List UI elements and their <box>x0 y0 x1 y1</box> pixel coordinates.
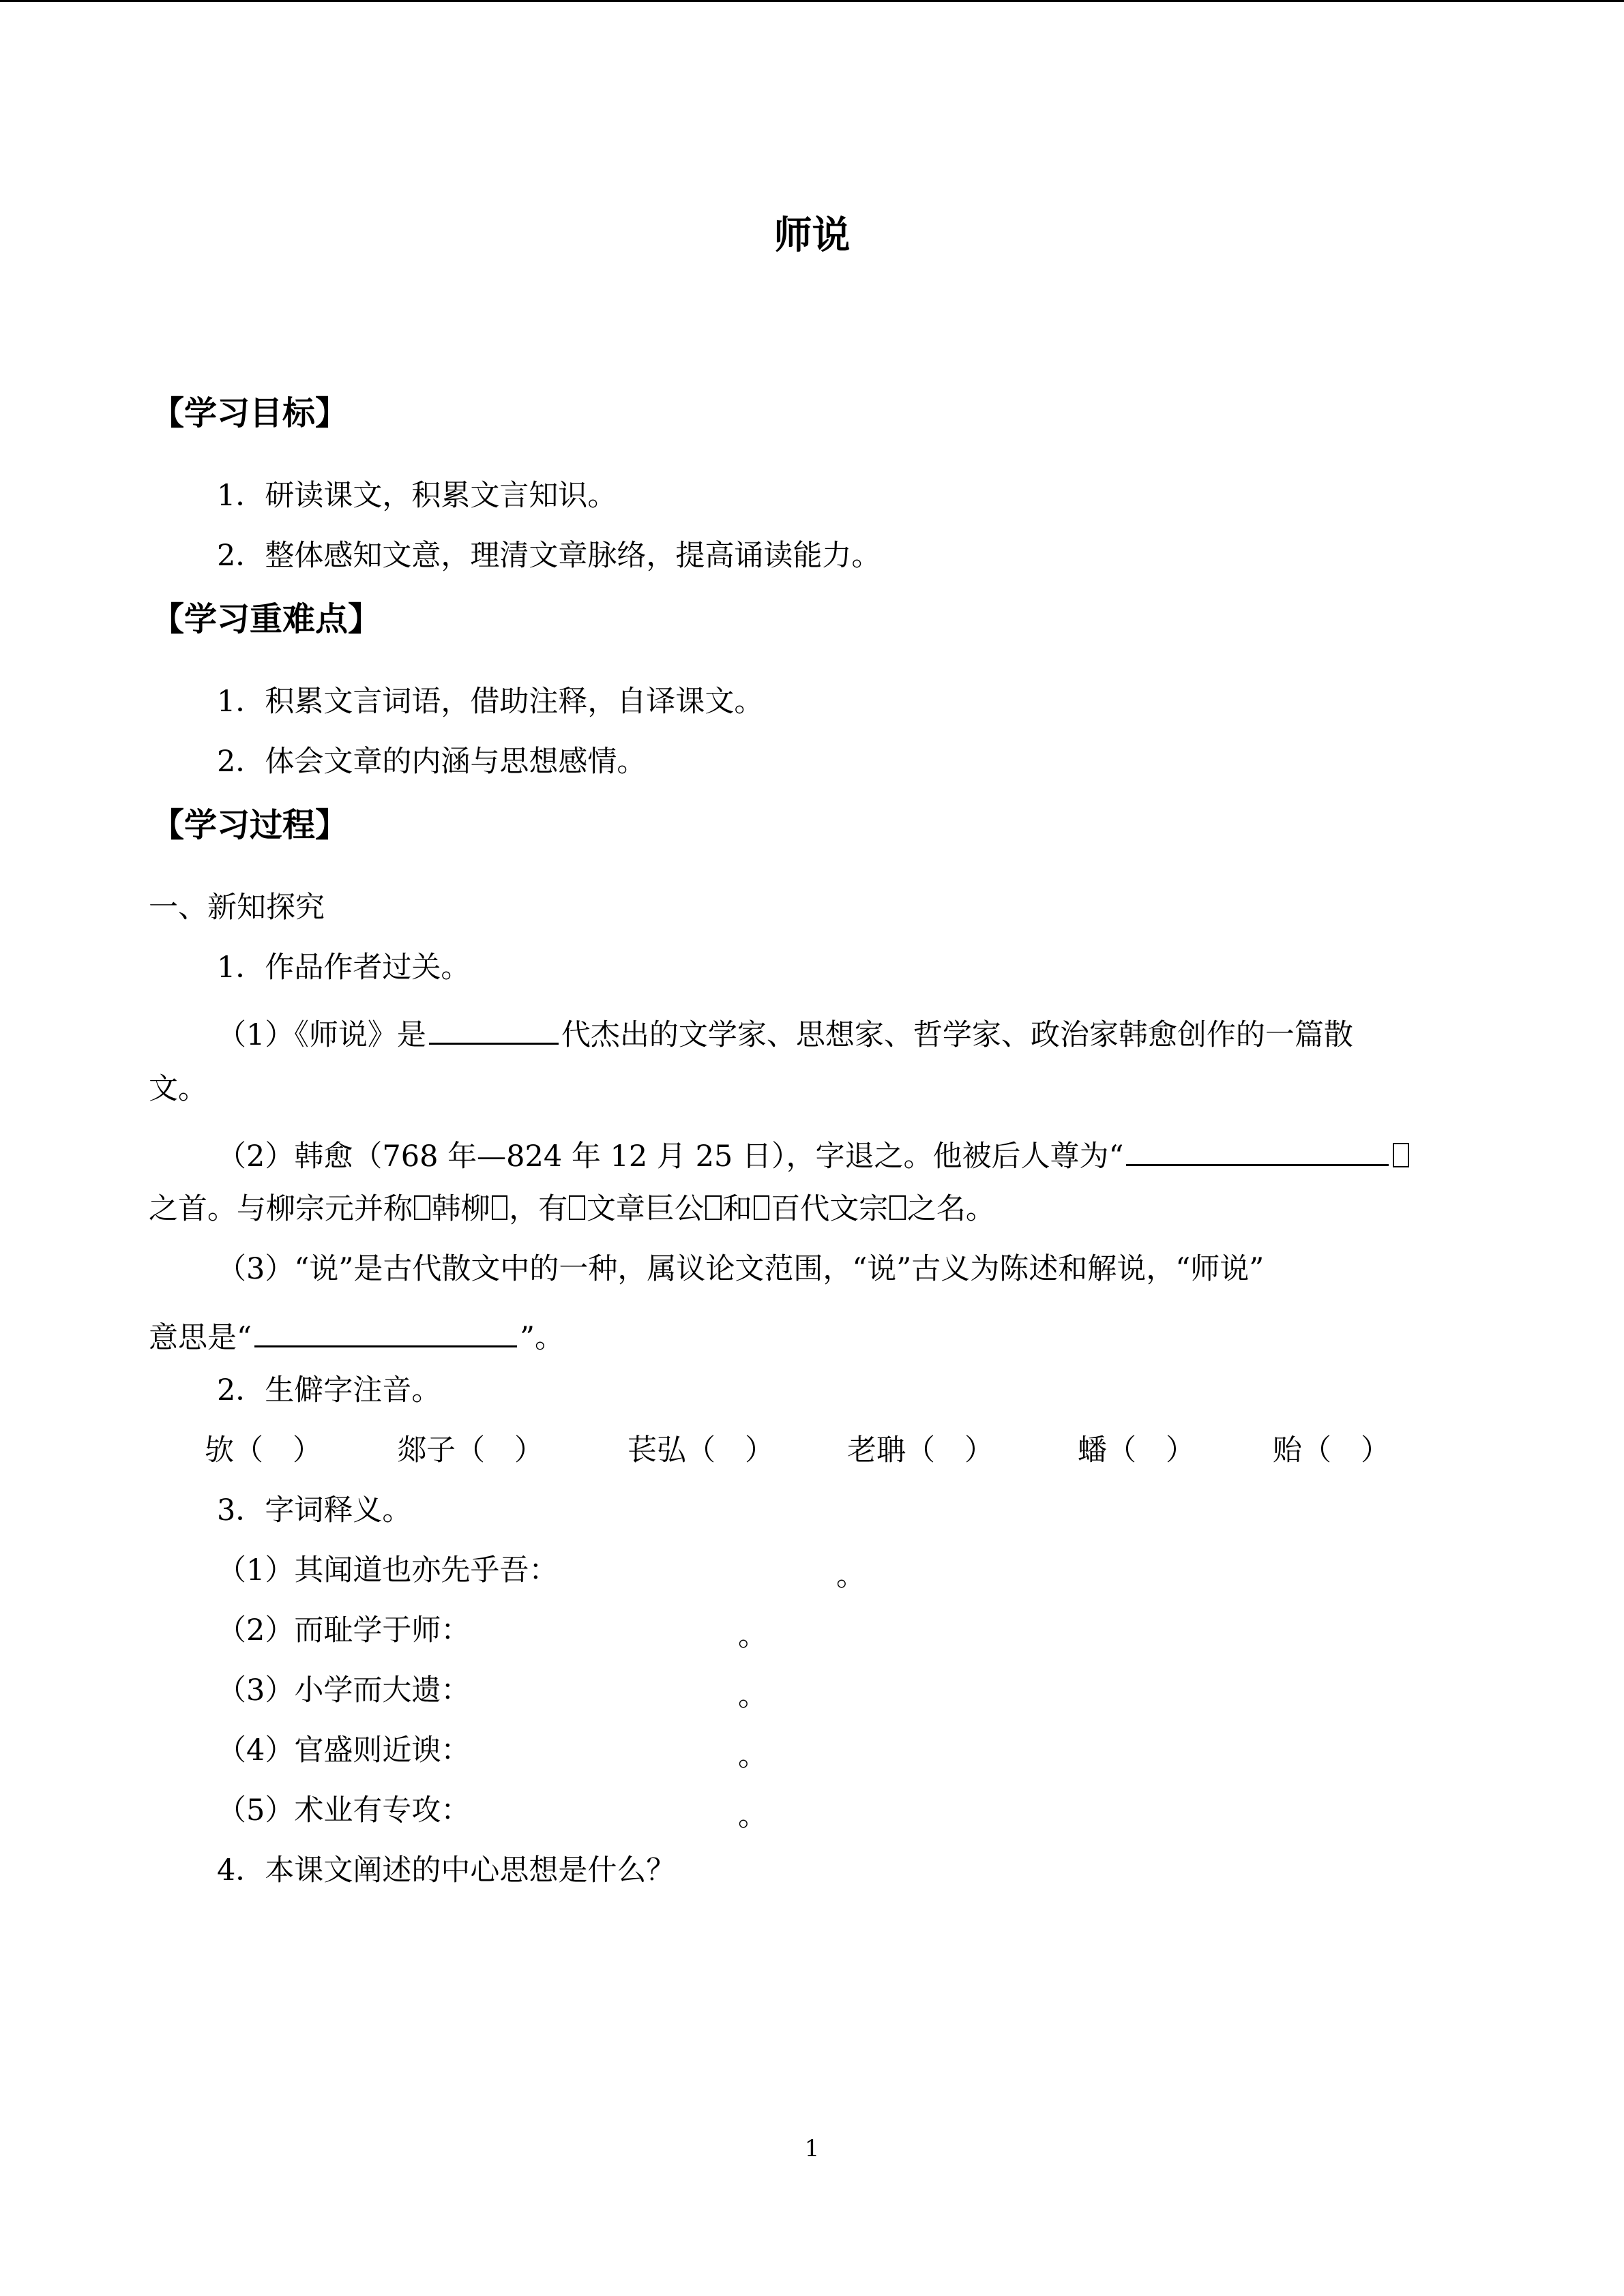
definition-item-5: （5）术业有专攻： <box>217 1793 471 1828</box>
question-4-label: 4．本课文阐述的中心思想是什么？ <box>217 1853 676 1888</box>
question-2-label: 2．生僻字注音。 <box>217 1373 441 1407</box>
definition-item-5-end[interactable]: 。 <box>738 1799 767 1833</box>
heading-learning-process: 【学习过程】 <box>151 806 349 844</box>
missing-glyph-icon <box>1393 1143 1409 1168</box>
definition-item-3: （3）小学而大遗： <box>217 1673 471 1708</box>
definition-item-4: （4）官盛则近谀： <box>217 1733 471 1768</box>
question-1-1-continuation: 文。 <box>149 1072 207 1106</box>
part-one-heading: 一、新知探究 <box>149 891 325 925</box>
pinyin-item-2[interactable]: 郯子（ ） <box>397 1433 544 1467</box>
heading-key-points: 【学习重难点】 <box>151 600 381 638</box>
heading-learning-goals: 【学习目标】 <box>151 394 349 432</box>
definition-item-2-end[interactable]: 。 <box>738 1619 767 1653</box>
q1-1-text-after: 代杰出的文学家、思想家、哲学家、政治家韩愈创作的一篇散 <box>561 1018 1353 1052</box>
question-1-3-continuation <box>149 1316 564 1353</box>
key-point-item-1: 1．积累文言词语，借助注释，自译课文。 <box>217 685 764 719</box>
q1-2-part-e: 和 <box>722 1192 752 1226</box>
missing-glyph-icon <box>889 1195 906 1221</box>
pinyin-item-6[interactable]: 贻（ ） <box>1273 1433 1390 1467</box>
pinyin-item-3[interactable]: 苌弘（ ） <box>628 1433 774 1467</box>
missing-glyph-icon <box>414 1195 430 1221</box>
q1-2-part-a: 之首。与柳宗元并称 <box>149 1192 413 1226</box>
pinyin-item-1[interactable]: 欤（ ） <box>205 1433 322 1467</box>
definition-item-1-end[interactable]: 。 <box>836 1559 866 1593</box>
q1-3-answer-blank[interactable] <box>254 1316 517 1347</box>
q1-2-text: （2）韩愈（768 年—824 年 12 月 25 日），字退之。他被后人尊为“ <box>217 1139 1124 1174</box>
definition-item-2: （2）而耻学于师： <box>217 1613 471 1648</box>
goal-item-1: 1．研读课文，积累文言知识。 <box>217 479 617 513</box>
goal-item-2: 2．整体感知文意，理清文章脉络，提高诵读能力。 <box>217 539 881 573</box>
definition-item-4-end[interactable]: 。 <box>738 1739 767 1773</box>
missing-glyph-icon <box>569 1195 585 1221</box>
q1-2-part-g: 之名。 <box>906 1192 995 1226</box>
q1-3-text-before: 意思是“ <box>149 1321 252 1355</box>
pinyin-item-4[interactable]: 老聃（ ） <box>847 1433 994 1467</box>
key-point-item-2: 2．体会文章的内涵与思想感情。 <box>217 745 647 779</box>
missing-glyph-icon <box>705 1195 722 1221</box>
question-1-3-line: （3）“说”是古代散文中的一种，属议论文范围，“说”古义为陈述和解说，“师说” <box>217 1252 1265 1286</box>
definition-item-3-end[interactable]: 。 <box>738 1679 767 1713</box>
question-1-2-continuation <box>149 1192 995 1226</box>
q1-2-part-f: 百代文宗 <box>771 1192 889 1226</box>
q1-2-part-b: 韩柳 <box>431 1192 490 1226</box>
question-1-2-line <box>217 1135 1411 1172</box>
document-title: 师说 <box>773 213 851 258</box>
page-number: 1 <box>804 2135 820 2162</box>
pinyin-item-5[interactable]: 蟠（ ） <box>1078 1433 1195 1467</box>
q1-2-part-d: 文章巨公 <box>586 1192 704 1226</box>
question-1-label: 1．作品作者过关。 <box>217 951 471 985</box>
question-3-label: 3．字词释义。 <box>217 1493 412 1527</box>
definition-item-1: （1）其闻道也亦先乎吾： <box>217 1553 559 1587</box>
q1-1-text-before: （1）《师说》是 <box>217 1018 426 1052</box>
q1-2-part-c: ，有 <box>509 1192 568 1226</box>
q1-3-text-after: ”。 <box>519 1321 564 1355</box>
top-border-rule <box>0 0 1624 2</box>
q1-1-answer-blank[interactable] <box>429 1013 559 1045</box>
question-1-1-line <box>217 1013 1353 1050</box>
missing-glyph-icon <box>492 1195 508 1221</box>
missing-glyph-icon <box>754 1195 770 1221</box>
q1-2-answer-blank[interactable] <box>1126 1135 1389 1166</box>
